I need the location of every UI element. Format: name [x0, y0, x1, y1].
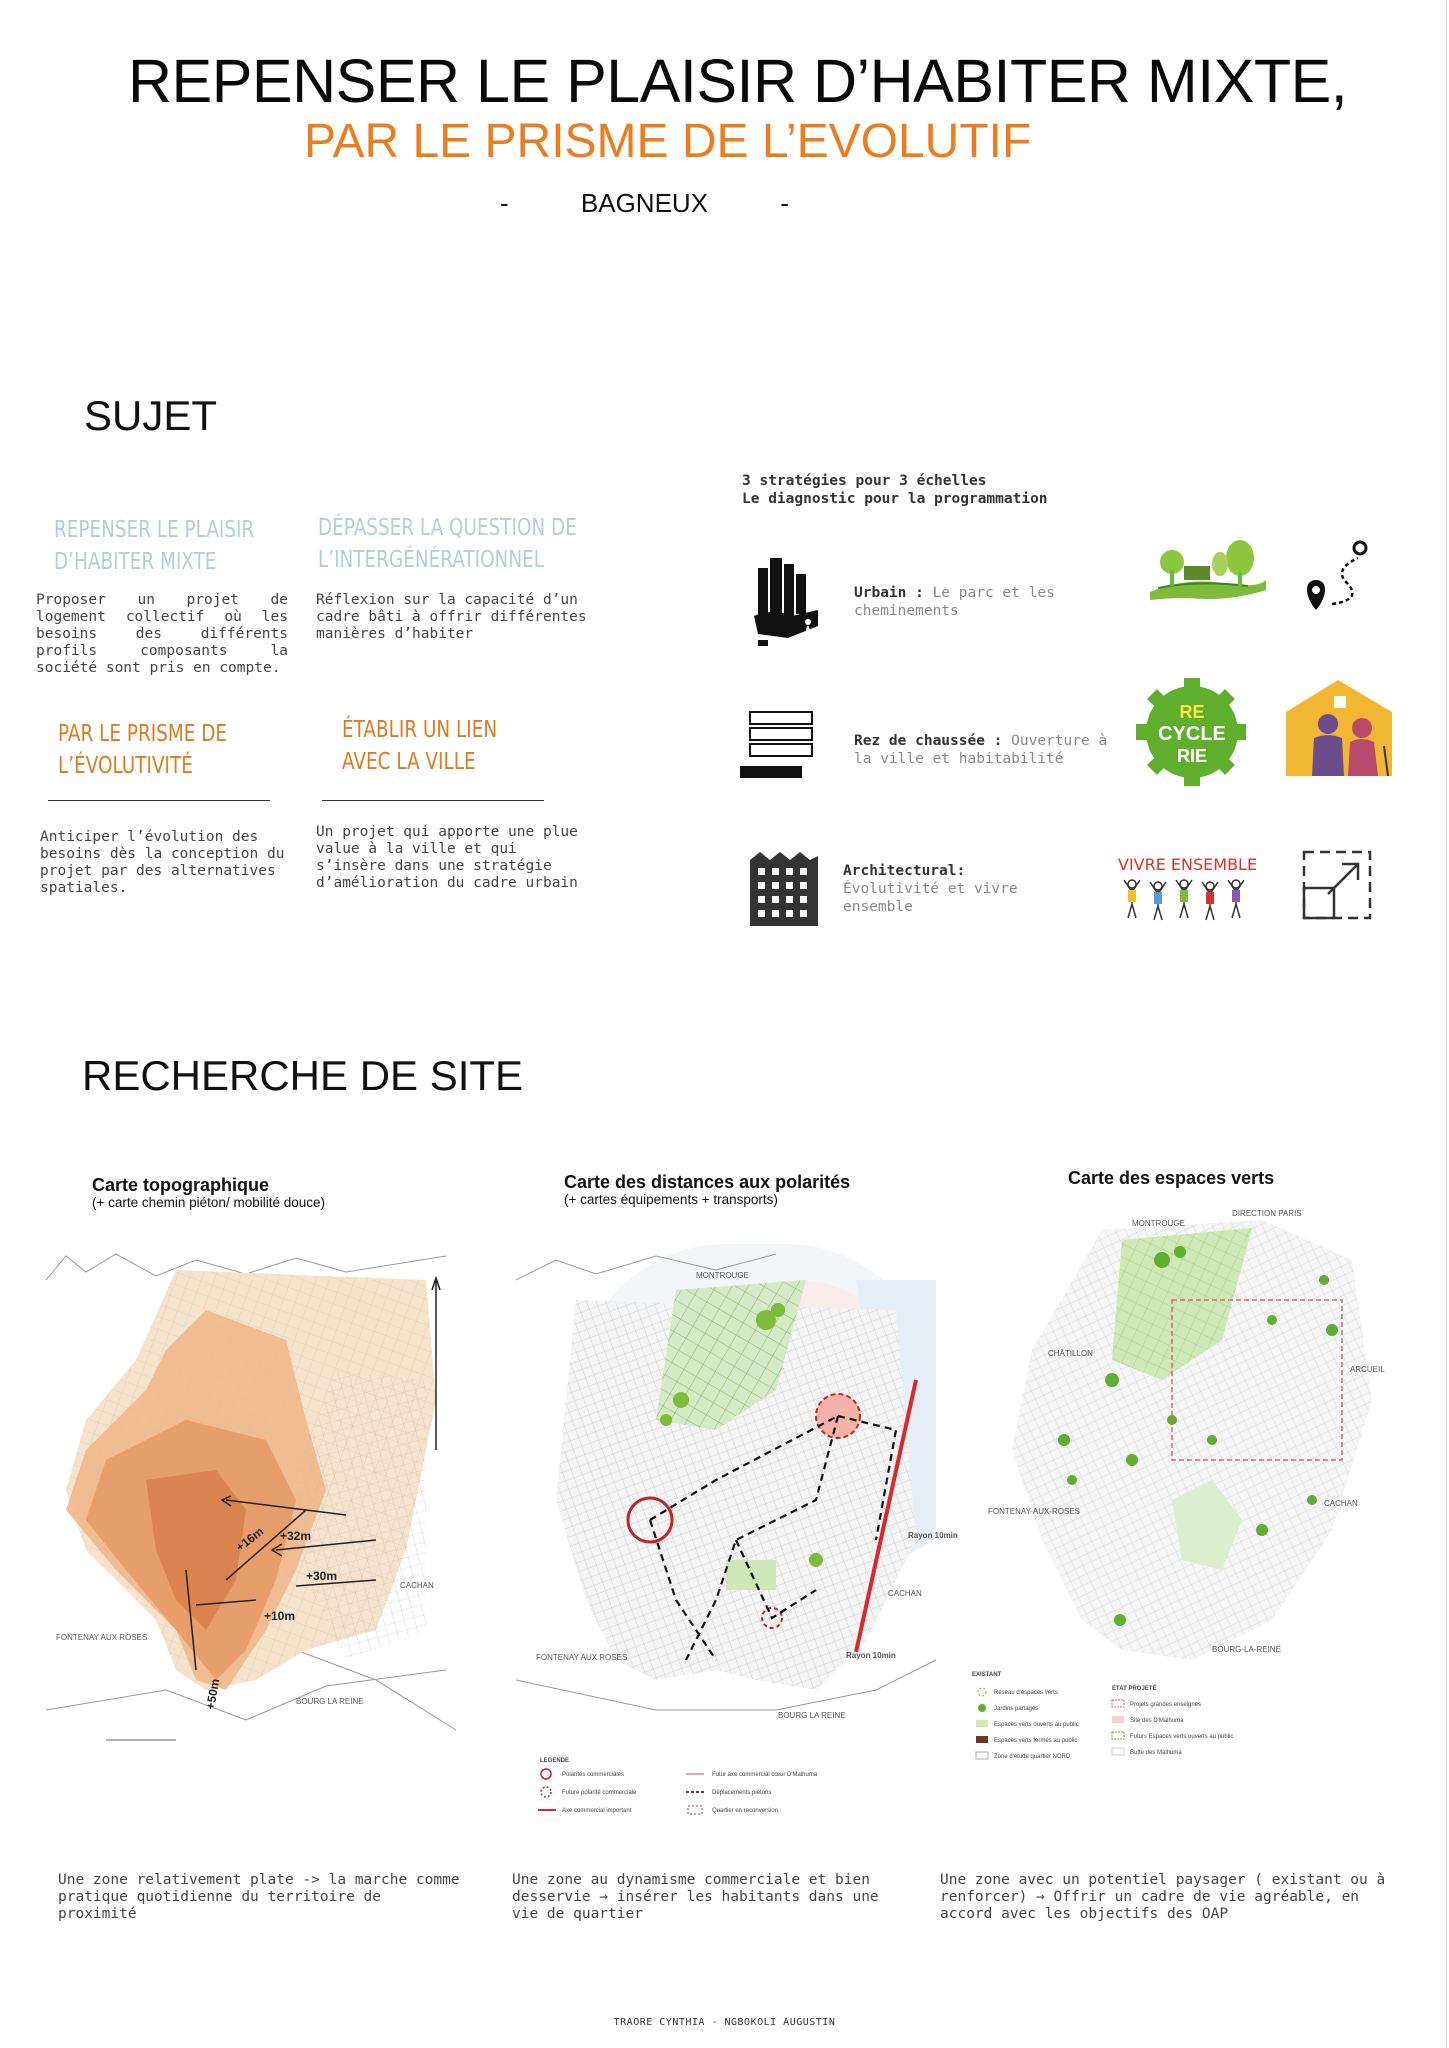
sujet-block-1-text: Proposer un projet de logement collectif où les besoins des différents profils composants la société sont pris en compte.: [36, 592, 288, 676]
svg-text:Espaces verts fermés au public: Espaces verts fermés au public: [994, 1738, 1078, 1744]
svg-text:Jardins partagés: Jardins partagés: [994, 1706, 1039, 1712]
svg-text:Futur axe commercial cœur D'Ma: Futur axe commercial cœur D'Malhuma: [712, 1772, 818, 1778]
svg-text:RIE: RIE: [1176, 746, 1208, 766]
svg-text:FONTENAY-AUX-ROSES: FONTENAY-AUX-ROSES: [988, 1507, 1081, 1516]
svg-text:ÉTAT PROJETÉ: ÉTAT PROJETÉ: [1112, 1686, 1157, 1692]
strategy-rdc-text: Rez de chaussée : Ouverture à la ville et habitabilité: [854, 733, 1108, 767]
location-label: - BAGNEUX -: [500, 188, 789, 218]
svg-text:EXISTANT: EXISTANT: [972, 1672, 1002, 1678]
svg-text:CHÂTILLON: CHÂTILLON: [1048, 1349, 1093, 1358]
svg-text:+10m: +10m: [264, 1609, 296, 1623]
map-2-title: Carte des distances aux polarités: [564, 1172, 851, 1192]
sujet-heading: SUJET: [84, 392, 218, 439]
elderly-house-icon: [1282, 676, 1400, 782]
svg-text:Future polarité commerciale: Future polarité commerciale: [562, 1790, 637, 1796]
hand-building-icon: [752, 556, 824, 648]
svg-text:Quartier en reconversion: Quartier en reconversion: [712, 1808, 779, 1814]
svg-text:Rayon 10min: Rayon 10min: [908, 1531, 958, 1540]
vivre-ensemble-drawing: [1114, 850, 1258, 924]
svg-text:Réseau d'espaces verts: Réseau d'espaces verts: [994, 1690, 1058, 1696]
svg-text:Rayon 10min: Rayon 10min: [846, 1651, 896, 1660]
svg-text:Polarités commerciales: Polarités commerciales: [562, 1772, 625, 1778]
map-1-subtitle: (+ carte chemin piéton/ mobilité douce): [92, 1195, 325, 1210]
svg-text:CACHAN: CACHAN: [888, 1589, 922, 1598]
svg-text:Butte des Malhuma: Butte des Malhuma: [1130, 1750, 1182, 1756]
recyclerie-logo: [1132, 676, 1250, 788]
svg-text:RE: RE: [1179, 702, 1205, 722]
page-edge: [1446, 0, 1447, 2048]
svg-text:+32m: +32m: [280, 1529, 312, 1543]
divider: [48, 800, 270, 801]
svg-text:MONTROUGE: MONTROUGE: [696, 1271, 749, 1280]
map-3-title: Carte des espaces verts: [1068, 1168, 1275, 1188]
sujet-block-2-title: DÉPASSER LA QUESTION DE L’INTERGÉNÉRATIONNEL: [318, 515, 577, 573]
site-heading: RECHERCHE DE SITE: [82, 1052, 524, 1099]
apartment-building-icon: [748, 850, 820, 928]
ground-floor-stack-icon: [740, 710, 824, 782]
strategy-architectural-text: Architectural: Évolutivité et vivre ensemble: [843, 863, 1018, 915]
page-subtitle: PAR LE PRISME DE L’EVOLUTIF: [304, 115, 1032, 168]
sujet-block-4-title: ÉTABLIR UN LIEN AVEC LA VILLE: [342, 717, 498, 775]
svg-text:+16m: +16m: [233, 1524, 267, 1555]
map-2-caption: Une zone au dynamisme commerciale et bien desservie → insérer les habitants dans une vie de quartier: [512, 1872, 879, 1922]
topographic-map: [46, 1250, 456, 1770]
sujet-block-2-text: Réflexion sur la capacité d’un cadre bâti à offrir différentes manières d’habiter: [316, 592, 587, 642]
svg-text:BOURG LA REINE: BOURG LA REINE: [296, 1697, 364, 1706]
map-1-title: Carte topographique: [92, 1175, 270, 1195]
divider: [322, 800, 544, 801]
svg-text:CACHAN: CACHAN: [1324, 1499, 1358, 1508]
svg-text:Futurs Espaces verts ouverts a: Futurs Espaces verts ouverts au public: [1130, 1734, 1234, 1740]
authors-footer: TRAORE CYNTHIA - NGBOKOLI AUGUSTIN: [613, 2017, 836, 2028]
svg-text:Site des D'Malhuma: Site des D'Malhuma: [1130, 1718, 1184, 1724]
svg-text:Espaces verts ouverts au publi: Espaces verts ouverts au public: [994, 1722, 1079, 1728]
sujet-block-3-text: Anticiper l’évolution des besoins dès la conception du projet par des alternatives spatiales.: [40, 829, 285, 896]
svg-text:FONTENAY AUX ROSES: FONTENAY AUX ROSES: [536, 1653, 628, 1662]
map-2-subtitle: (+ cartes équipements + transports): [564, 1192, 778, 1207]
polarities-map: [516, 1240, 958, 1830]
strategies-heading: 3 stratégies pour 3 échelles Le diagnostic pour la programmation: [742, 473, 1048, 507]
svg-text:VIVRE ENSEMBLE: VIVRE ENSEMBLE: [1118, 855, 1258, 874]
expand-icon: [1302, 850, 1372, 920]
svg-text:Déplacements piétons: Déplacements piétons: [712, 1790, 772, 1796]
svg-text:Zone d'étude quartier NORD: Zone d'étude quartier NORD: [994, 1754, 1071, 1760]
page-title: REPENSER LE PLAISIR D’HABITER MIXTE,: [128, 47, 1348, 115]
strategy-urbain-text: Urbain : Le parc et les cheminements: [854, 585, 1055, 619]
svg-text:ARCUEIL: ARCUEIL: [1350, 1365, 1385, 1374]
svg-text:DIRECTION PARIS: DIRECTION PARIS: [1232, 1209, 1302, 1218]
svg-text:+50m: +50m: [203, 1677, 223, 1711]
park-icon: [1148, 540, 1268, 606]
sujet-block-4-text: Un projet qui apporte une plue value à la ville et qui s’insère dans une stratégie d’amélioration du cadre urbain: [316, 824, 578, 891]
sujet-block-3-title: PAR LE PRISME DE L’ÉVOLUTIVITÉ: [58, 721, 227, 779]
svg-text:CYCLE: CYCLE: [1158, 723, 1226, 745]
svg-text:+30m: +30m: [306, 1569, 338, 1583]
svg-text:CACHAN: CACHAN: [400, 1581, 434, 1590]
svg-text:BOURG LA REINE: BOURG LA REINE: [778, 1711, 846, 1720]
svg-text:MONTROUGE: MONTROUGE: [1132, 1219, 1185, 1228]
map-3-caption: Une zone avec un potentiel paysager ( existant ou à renforcer) → Offrir un cadre de vie agréable, en accord avec les objectifs des OAP: [940, 1872, 1386, 1922]
svg-text:FONTENAY AUX ROSES: FONTENAY AUX ROSES: [56, 1633, 148, 1642]
map-1-caption: Une zone relativement plate -> la marche comme pratique quotidienne du territoire de proximité: [58, 1872, 460, 1922]
svg-text:Projets grandes enseignes: Projets grandes enseignes: [1130, 1702, 1202, 1708]
green-spaces-map: [972, 1200, 1385, 1770]
svg-text:BOURG-LA-REINE: BOURG-LA-REINE: [1212, 1645, 1281, 1654]
sujet-block-1-title: REPENSER LE PLAISIR D’HABITER MIXTE: [54, 517, 255, 575]
svg-text:LEGENDE: LEGENDE: [540, 1758, 570, 1764]
route-pin-icon: [1302, 540, 1372, 612]
svg-text:Axe commercial important: Axe commercial important: [562, 1808, 632, 1814]
